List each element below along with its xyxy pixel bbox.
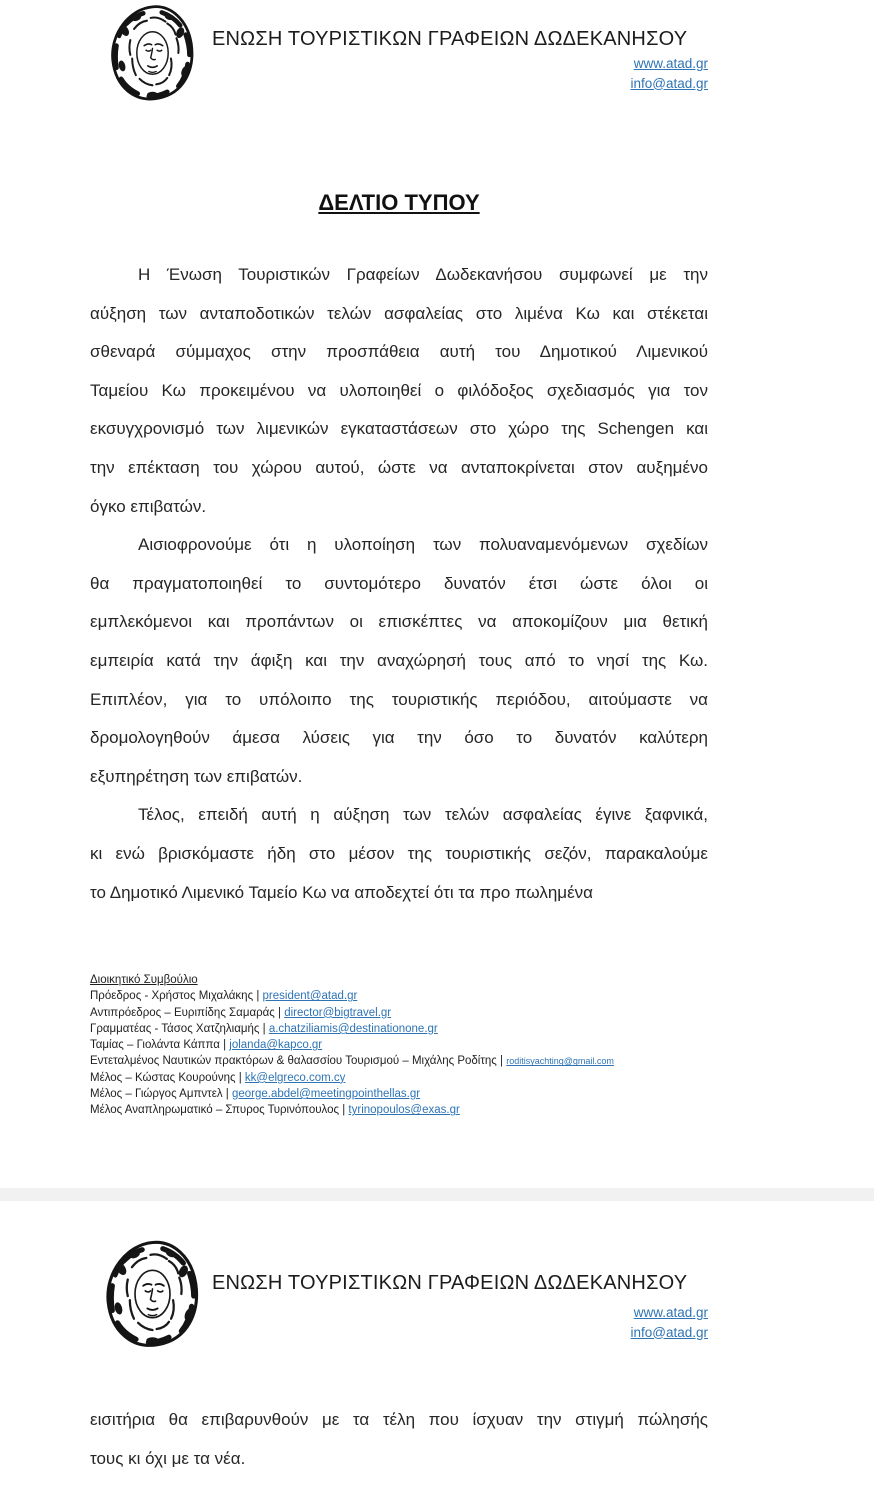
body-text-line: τους κι όχι με τα νέα. xyxy=(90,1448,246,1468)
board-list xyxy=(90,988,708,1118)
body-text-line: εμπλεκόμενοι και προπάντων οι επισκέπτες να αποκομίζουν μια θετική xyxy=(90,612,708,632)
member-role: Ταμίας – Γιολάντα Κάππα xyxy=(90,1039,220,1052)
pipe-separator: | xyxy=(219,1039,230,1052)
body-text-line: την επέκταση του χώρου αυτού, ώστε να ανταποκρίνεται στον αυξημένο xyxy=(90,457,708,477)
member-email-link[interactable]: a.chatziliamis@destinationone.gr xyxy=(268,1022,438,1035)
member-role: Μέλος Αναπληρωματικό – Σπυρος Τυρινόπουλος xyxy=(90,1104,340,1117)
coin-logo-icon xyxy=(101,1234,204,1354)
member-email-link[interactable]: director@bigtravel.gr xyxy=(284,1006,392,1019)
page2-body xyxy=(90,1401,708,1478)
body-text-line: αύξηση των ανταποδοτικών τελών ασφαλείας στο λιμένα Κω και στέκεται xyxy=(90,303,708,323)
board-member-row xyxy=(90,1102,708,1118)
board-member-row xyxy=(90,1005,708,1021)
org-name: ΕΝΩΣΗ ΤΟΥΡΙΣΤΙΚΩΝ ΓΡΑΦΕΙΩΝ ΔΩΔΕΚΑΝΗΣΟΥ xyxy=(212,28,688,50)
pipe-separator: | xyxy=(339,1104,349,1117)
contact-email-link[interactable]: info@atad.gr xyxy=(630,75,708,91)
body-text-line: εμπειρία κατά την άφιξη και την αναχώρησή τους από το νησί της Κω. xyxy=(90,650,708,670)
body-text-line: θα πραγματοποιηθεί το συντομότερο δυνατόν έτσι ώστε όλοι οι xyxy=(90,573,708,593)
body-text-line: δρομολογηθούν άμεσα λύσεις για την όσο το δυνατόν καλύτερη xyxy=(90,728,708,748)
member-role: Πρόεδρος - Χρήστος Μιχαλάκης xyxy=(90,990,254,1003)
board-member-row xyxy=(90,1070,708,1086)
pipe-separator: | xyxy=(259,1022,269,1035)
member-email-link[interactable]: george.abdel@meetingpointhellas.gr xyxy=(231,1088,421,1101)
page1-body xyxy=(90,256,708,912)
website-link[interactable]: www.atad.gr xyxy=(633,56,708,71)
press-release-title: ΔΕΛΤΙΟ ΤΥΠΟΥ xyxy=(318,190,480,215)
board-member-row xyxy=(90,1086,708,1102)
body-text-line: όγκο επιβατών. xyxy=(90,496,207,516)
member-role: Γραμματέας - Τάσος Χατζηλιαμής xyxy=(90,1022,260,1035)
header-links xyxy=(631,1303,709,1342)
board-member-row xyxy=(90,988,708,1004)
body-text-line: σθεναρά σύμμαχος στην προσπάθεια αυτή του Δημοτικού Λιμενικού xyxy=(90,342,708,362)
body-text-line: Αισιοφρονούμε ότι η υλοποίηση των πολυαναμενόμενων σχεδίων xyxy=(138,535,708,555)
body-text-line: το Δημοτικό Λιμενικό Ταμείο Κω να αποδεχτεί ότι τα προ πωλημένα xyxy=(90,882,594,902)
board-member-row xyxy=(90,1037,708,1053)
org-name: ΕΝΩΣΗ ΤΟΥΡΙΣΤΙΚΩΝ ΓΡΑΦΕΙΩΝ ΔΩΔΕΚΑΝΗΣΟΥ xyxy=(212,1272,688,1294)
pipe-separator: | xyxy=(253,990,263,1003)
page-separator xyxy=(0,1188,874,1201)
member-email-link[interactable]: tyrinopoulos@exas.gr xyxy=(348,1104,460,1117)
body-text-line: εξυπηρέτηση των επιβατών. xyxy=(90,766,303,786)
body-text-line: Τέλος, επειδή αυτή η αύξηση των τελών ασφαλείας έγινε ξαφνικά, xyxy=(138,805,708,825)
body-text-line: Η Ένωση Τουριστικών Γραφείων Δωδεκανήσου συμφωνεί με την xyxy=(138,265,708,284)
member-role: Μέλος – Κώστας Κουρούνης xyxy=(90,1071,236,1084)
contact-email-link[interactable]: info@atad.gr xyxy=(630,1324,708,1340)
member-role: Μέλος – Γιώργος Αμπντελ xyxy=(90,1088,223,1101)
member-email-link[interactable]: president@atad.gr xyxy=(262,990,358,1003)
body-text-line: κι ενώ βρισκόμαστε ήδη στο μέσον της τουριστικής σεζόν, παρακαλούμε xyxy=(90,843,708,863)
member-email-link[interactable]: kk@elgreco.com.cy xyxy=(244,1071,346,1084)
website-link[interactable]: www.atad.gr xyxy=(633,1305,708,1320)
coin-logo-icon xyxy=(105,5,200,101)
board-title: Διοικητικό Συμβούλιο xyxy=(90,974,198,986)
pipe-separator: | xyxy=(222,1088,232,1101)
pipe-separator: | xyxy=(274,1006,285,1019)
member-role: Εντεταλμένος Ναυτικών πρακτόρων & θαλασσίου Τουρισμού – Μιχάλης Ροδίτης xyxy=(90,1055,497,1068)
header-links xyxy=(631,54,709,93)
board-section xyxy=(90,972,708,1119)
body-text-line: Επιπλέον, για το υπόλοιπο της τουριστικής περιόδου, αιτούμαστε να xyxy=(90,689,708,709)
body-text-line: εκσυγχρονισμό των λιμενικών εγκαταστάσεων στο χώρο της Schengen και xyxy=(90,419,708,439)
body-text-line: εισιτήρια θα επιβαρυνθούν με τα τέλη που ίσχυαν την στιγμή πώλησής xyxy=(90,1410,708,1429)
member-email-link[interactable]: roditisyachting@gmail.com xyxy=(506,1056,614,1067)
member-role: Αντιπρόεδρος – Ευριπίδης Σαμαράς xyxy=(90,1006,275,1019)
member-email-link[interactable]: jolanda@kapco.gr xyxy=(229,1039,323,1052)
body-text-line: Ταμείου Κω προκειμένου να υλοποιηθεί ο φιλόδοξος σχεδιασμός για τον xyxy=(90,380,708,400)
pipe-separator: | xyxy=(235,1071,245,1084)
pipe-separator: | xyxy=(496,1055,507,1068)
board-member-row xyxy=(90,1021,708,1037)
board-member-row xyxy=(90,1053,708,1069)
